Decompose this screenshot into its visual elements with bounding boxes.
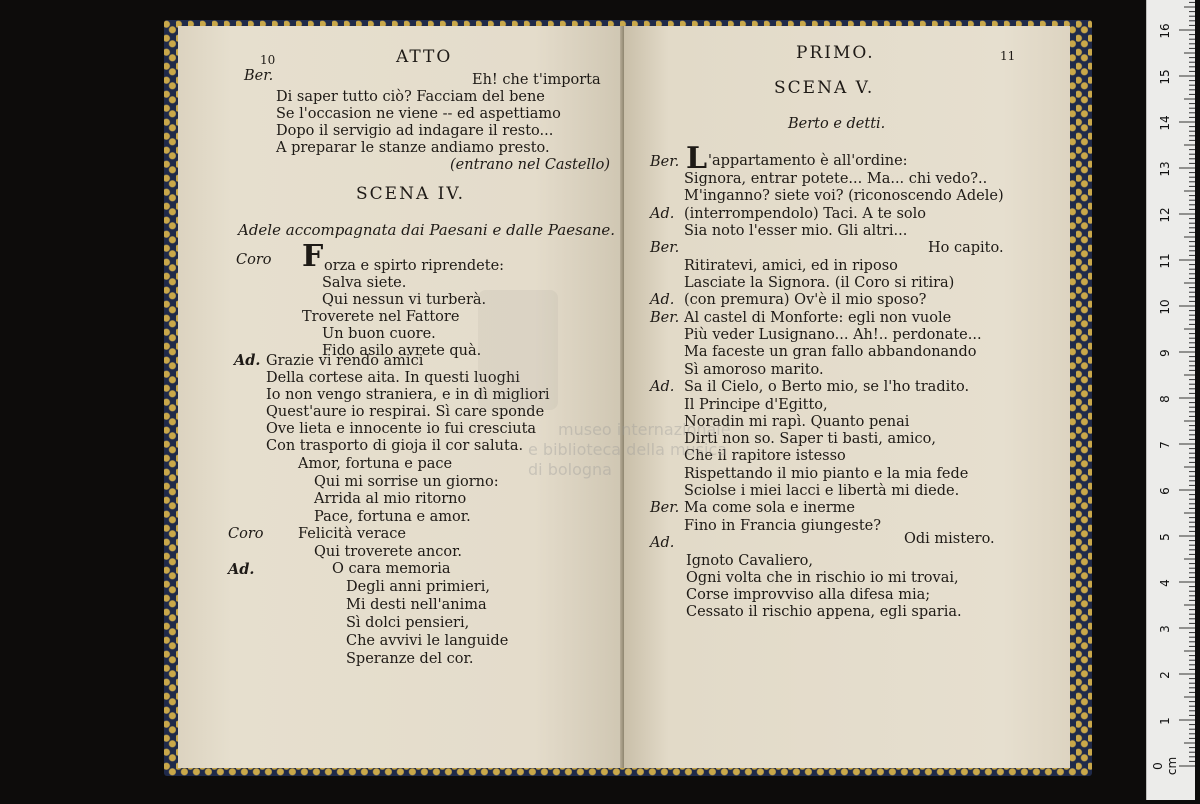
ruler-number: 15 [1158,69,1172,85]
ruler-number: 6 [1158,487,1172,495]
scene-title: SCENA V. [774,78,875,98]
verse-line: Ma faceste un gran fallo abbandonando [684,344,977,360]
verse-line: Grazie vi rendo amici [266,353,424,369]
verse-line: Ogni volta che in rischio io mi trovai, [686,570,959,586]
ruler-number: 7 [1158,441,1172,449]
verse-line: Ove lieta e innocente io fui cresciuta [266,421,537,437]
verse-line: orza e spirto riprendete: [324,258,505,274]
verse-line: Se l'occasion ne viene -- ed aspettiamo [276,106,561,122]
verse-line: Sì dolci pensieri, [346,615,470,631]
ruler-number: 16 [1158,23,1172,39]
page-number: 10 [260,53,276,67]
verse-line: A preparar le stanze andiamo presto. [276,140,550,156]
ruler-number: 2 [1158,671,1172,679]
stage-direction: (entrano nel Castello) [450,157,611,173]
verse-line: Di saper tutto ciò? Facciam del bene [276,89,545,105]
verse-line: Cessato il rischio appena, egli sparia. [686,604,962,620]
verse-line: M'inganno? siete voi? (riconoscendo Adele) [684,188,1004,204]
watermark-text: e biblioteca della musica [528,440,728,459]
verse-line: Degli anni primieri, [346,579,490,595]
verse-line: Più veder Lusignano... Ah!.. perdonate... [684,327,982,343]
drop-cap: L [686,141,708,176]
verse-line: Mi desti nell'anima [346,597,487,613]
speaker-label: Ad. [650,292,675,308]
verse-line: Corse improvviso alla difesa mia; [686,587,931,603]
ruler-number: 12 [1158,207,1172,223]
watermark-logo [478,290,558,410]
verse-line: Ritiratevi, amici, ed in riposo [684,258,898,274]
verse-line: Qui nessun vi turberà. [322,292,487,308]
verse-line: Signora, entrar potete... Ma... chi vedo?.. [684,171,988,187]
speaker-label: Ber. [650,310,680,326]
verse-line: Ignoto Cavaliero, [686,553,813,569]
verse-line: Con trasporto di gioja il cor saluta. [266,438,524,454]
ruler-number: 14 [1158,115,1172,131]
running-head: PRIMO. [796,43,875,63]
ruler-number: 1 [1158,717,1172,725]
ruler-number: 8 [1158,395,1172,403]
speaker-label: Ad. [228,561,255,578]
verse-line: Amor, fortuna e pace [298,456,453,472]
speaker-label: Ad. [650,206,675,222]
verse-line: Che il rapitore istesso [684,448,846,464]
verse-line: Un buon cuore. [322,326,436,342]
speaker-label: Ad. [650,535,675,551]
verse-line: Pace, fortuna e amor. [314,509,471,525]
verse-line: Troverete nel Fattore [302,309,460,325]
verse-line: Il Principe d'Egitto, [684,397,828,413]
speaker-label: Ad. [234,352,261,369]
verse-line: Felicità verace [298,526,407,542]
ruler-number: 5 [1158,533,1172,541]
verse-line: Quest'aure io respirai. Sì care sponde [266,404,545,420]
speaker-label: Coro [236,252,272,268]
verse-line: Sì amoroso marito. [684,362,824,378]
page-number: 11 [1000,49,1016,63]
speaker-label: Coro [228,526,264,542]
verse-line: Ma come sola e inerme [684,500,855,516]
verse-line: Qui mi sorrise un giorno: [314,474,499,490]
verse-line: O cara memoria [332,561,451,577]
ruler-number: 9 [1158,349,1172,357]
verse-line: (interrompendolo) Taci. A te solo [684,206,927,222]
running-head: ATTO [396,47,453,67]
verse-line: Eh! che t'importa [472,72,601,88]
verse-line: Al castel di Monforte: egli non vuole [684,310,952,326]
speaker-label: Ber. [244,68,274,84]
verse-line: Arrida al mio ritorno [314,491,467,507]
verse-line: Sia noto l'esser mio. Gli altri... [684,223,908,239]
verse-line: Sciolse i miei lacci e libertà mi diede. [684,483,960,499]
speaker-label: Ad. [650,379,675,395]
verse-line: Fino in Francia giungeste? [684,518,882,534]
verse-line: (con premura) Ov'è il mio sposo? [684,292,927,308]
verse-line: Che avvivi le languide [346,633,509,649]
verse-line: Speranze del cor. [346,651,474,667]
speaker-label: Ber. [650,240,680,256]
measurement-ruler [1146,0,1195,800]
verse-line: Rispettando il mio pianto e la mia fede [684,466,969,482]
scene-subtitle: Berto e detti. [788,116,886,132]
verse-line: Lasciate la Signora. (il Coro si ritira) [684,275,955,291]
scene-subtitle: Adele accompagnata dai Paesani e dalle Paesane. [238,221,616,239]
ruler-number: 3 [1158,625,1172,633]
watermark-text: di bologna [528,460,612,479]
speaker-label: Ber. [650,500,680,516]
ruler-label: 0 cm [1151,756,1179,776]
verse-line: Dirti non so. Saper ti basti, amico, [684,431,937,447]
ruler-number: 10 [1158,299,1172,315]
verse-line: Odi mistero. [904,531,995,547]
verse-line: Fido asilo avrete quà. [322,343,482,359]
verse-line: Qui troverete ancor. [314,544,463,560]
ruler-number: 13 [1158,161,1172,177]
watermark-text: museo internazionale [558,420,731,439]
drop-cap: F [302,239,324,274]
verse-line: Sa il Cielo, o Berto mio, se l'ho tradito. [684,379,970,395]
ruler-number: 4 [1158,579,1172,587]
verse-line: Io non vengo straniera, e in dì migliori [266,387,550,403]
verse-line: Della cortese aita. In questi luoghi [266,370,520,386]
verse-line: Ho capito. [928,240,1004,256]
verse-line: Salva siete. [322,275,407,291]
verse-line: 'appartamento è all'ordine: [708,153,908,169]
scene-title: SCENA IV. [356,184,466,204]
speaker-label: Ber. [650,154,680,170]
ruler-number: 11 [1158,253,1172,269]
verse-line: Dopo il servigio ad indagare il resto... [276,123,554,139]
right-page [624,26,1070,768]
verse-line: Noradin mi rapì. Quanto penai [684,414,910,430]
